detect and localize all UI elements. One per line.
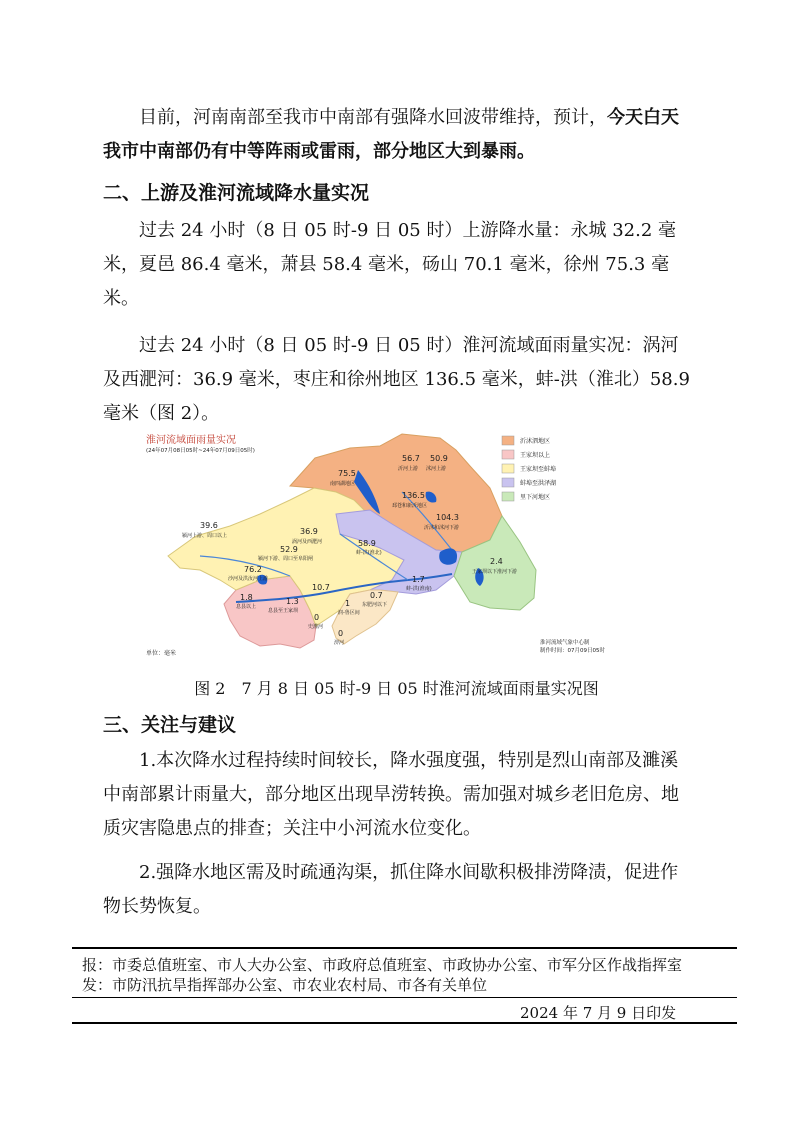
- value-shuhe: 50.9: [430, 454, 448, 463]
- distribution-top-rule: [72, 947, 737, 949]
- distribution-bottom-rule: [72, 1022, 737, 1024]
- area-pihe: 淠河: [334, 640, 345, 646]
- value-shiguan: 0: [314, 613, 320, 622]
- area-lixiahe: 王家坝以下淮河下游: [472, 569, 518, 575]
- value-yishu-lower: 104.3: [436, 513, 459, 522]
- value-xixian-up: 1.8: [240, 593, 253, 602]
- area-nansi: 南四湖地区: [330, 481, 356, 487]
- value-bengbu-hongze-s: 1.7: [412, 575, 425, 584]
- area-shuhe: 沭河上游: [426, 466, 447, 472]
- huaihe-rainfall-paragraph: 过去 24 小时（8 日 05 时-9 日 05 时）淮河流域面雨量实况：涡河及西淝河：36.9 毫米，枣庄和徐州地区 136.5 毫米，蚌-洪（淮北）58.9 毫米（图 2）。: [103, 335, 690, 424]
- distribution-to: 报：市委总值班室、市人大办公室、市政府总值班室、市政协办公室、市军分区作战指挥室: [82, 956, 683, 974]
- value-yinghe-low: 52.9: [280, 545, 298, 554]
- map-subtitle: (24年07月08日05时~24年07月09日05时): [146, 448, 255, 454]
- value-xixian-wjb: 1.3: [286, 597, 299, 606]
- value-yihe: 56.7: [402, 454, 420, 463]
- value-bengbu-hongze-n: 58.9: [358, 539, 376, 548]
- value-dongfei: 0.7: [370, 591, 383, 600]
- print-date: 2024 年 7 月 9 日印发: [520, 1004, 677, 1022]
- area-bengbu-hongze-s: 蚌-洪(淮南): [406, 586, 432, 592]
- area-shahe: 沙河及洪汝河上游: [228, 576, 269, 582]
- area-bengbu-hongze-n: 蚌-洪(淮北): [356, 550, 382, 556]
- map-unit: 单位：毫米: [146, 650, 177, 657]
- area-yinghe-up: 颍河上游、周口以上: [182, 533, 228, 539]
- area-yishu-lower: 沂沭和沭河下游: [424, 525, 460, 531]
- map-title: 淮河流域面雨量实况: [146, 435, 236, 446]
- area-picang: 邳苍和新沂地区: [392, 503, 428, 509]
- legend-label-yishusi: 沂沭泗地区: [520, 438, 551, 445]
- value-lixiahe: 2.4: [490, 557, 503, 566]
- legend-label-bengbu-hongze: 蚌埠至洪泽湖: [520, 480, 557, 487]
- value-yinghe-up: 39.6: [200, 521, 218, 530]
- value-wangjiaba-down: 10.7: [312, 583, 330, 592]
- suggestion-item-1: 1.本次降水过程持续时间较长，降水强度强，特别是烈山南部及濉溪中南部累计雨量大，部分地区出现旱涝转换。需加强对城乡老旧危房、地质灾害隐患点的排查；关注中小河流水位变化。: [103, 750, 679, 839]
- map-credit-time: 制作时间：07月09日05时: [540, 648, 605, 654]
- forecast-bold-text: 今天白天我市中南部仍有中等阵雨或雷雨，部分地区大到暴雨。: [103, 107, 679, 162]
- rainfall-map: [140, 430, 652, 662]
- legend-label-wjb-up: 王家坝以上: [520, 452, 551, 459]
- forecast-text: 目前，河南南部至我市中南部有强降水回波带维持，预计，: [139, 107, 607, 128]
- upstream-rainfall-paragraph: 过去 24 小时（8 日 05 时-9 日 05 时）上游降水量：永城 32.2 毫米，夏邑 86.4 毫米，萧县 58.4 毫米，砀山 70.1 毫米，徐州 75.3 毫米。: [103, 220, 676, 309]
- section-2-title: 二、上游及淮河流域降水量实况: [103, 182, 370, 204]
- legend-label-lixiahe: 里下河地区: [520, 494, 551, 501]
- area-xixian-up: 息县以上: [236, 604, 257, 610]
- area-dongfei: 东肥河以下: [362, 602, 388, 608]
- value-runlu: 1: [345, 599, 351, 608]
- area-yinghe-low: 颍河下游、周口至阜阳闸: [258, 556, 314, 562]
- figure-caption: 图 2 7 月 8 日 05 时-9 日 05 时淮河流域面雨量实况图: [194, 679, 599, 698]
- legend-label-wjb-bengbu: 王家坝至蚌埠: [520, 466, 557, 473]
- area-runlu: 润-鲁区间: [338, 610, 360, 616]
- area-guohe: 涡河及西淝河: [292, 539, 323, 545]
- distribution-cc: 发：市防汛抗旱指挥部办公室、市农业农村局、市各有关单位: [82, 976, 488, 994]
- value-nansi: 75.5: [338, 469, 356, 478]
- forecast-paragraph: [103, 101, 693, 169]
- value-shahe: 76.2: [244, 565, 262, 574]
- value-guohe: 36.9: [300, 527, 318, 536]
- area-xixian-wjb: 息县至王家坝: [268, 608, 299, 614]
- value-picang: 136.5: [402, 491, 425, 500]
- suggestion-item-2: 2.强降水地区需及时疏通沟渠，抓住降水间歇积极排涝降渍，促进作物长势恢复。: [103, 862, 679, 917]
- map-credit: 淮河流域气象中心制: [540, 640, 590, 646]
- distribution-mid-rule: [72, 997, 737, 998]
- area-shiguan: 史灌河: [308, 624, 324, 630]
- area-yihe: 沂河上游: [398, 466, 419, 472]
- value-pihe: 0: [338, 629, 344, 638]
- section-3-title: 三、关注与建议: [103, 714, 237, 736]
